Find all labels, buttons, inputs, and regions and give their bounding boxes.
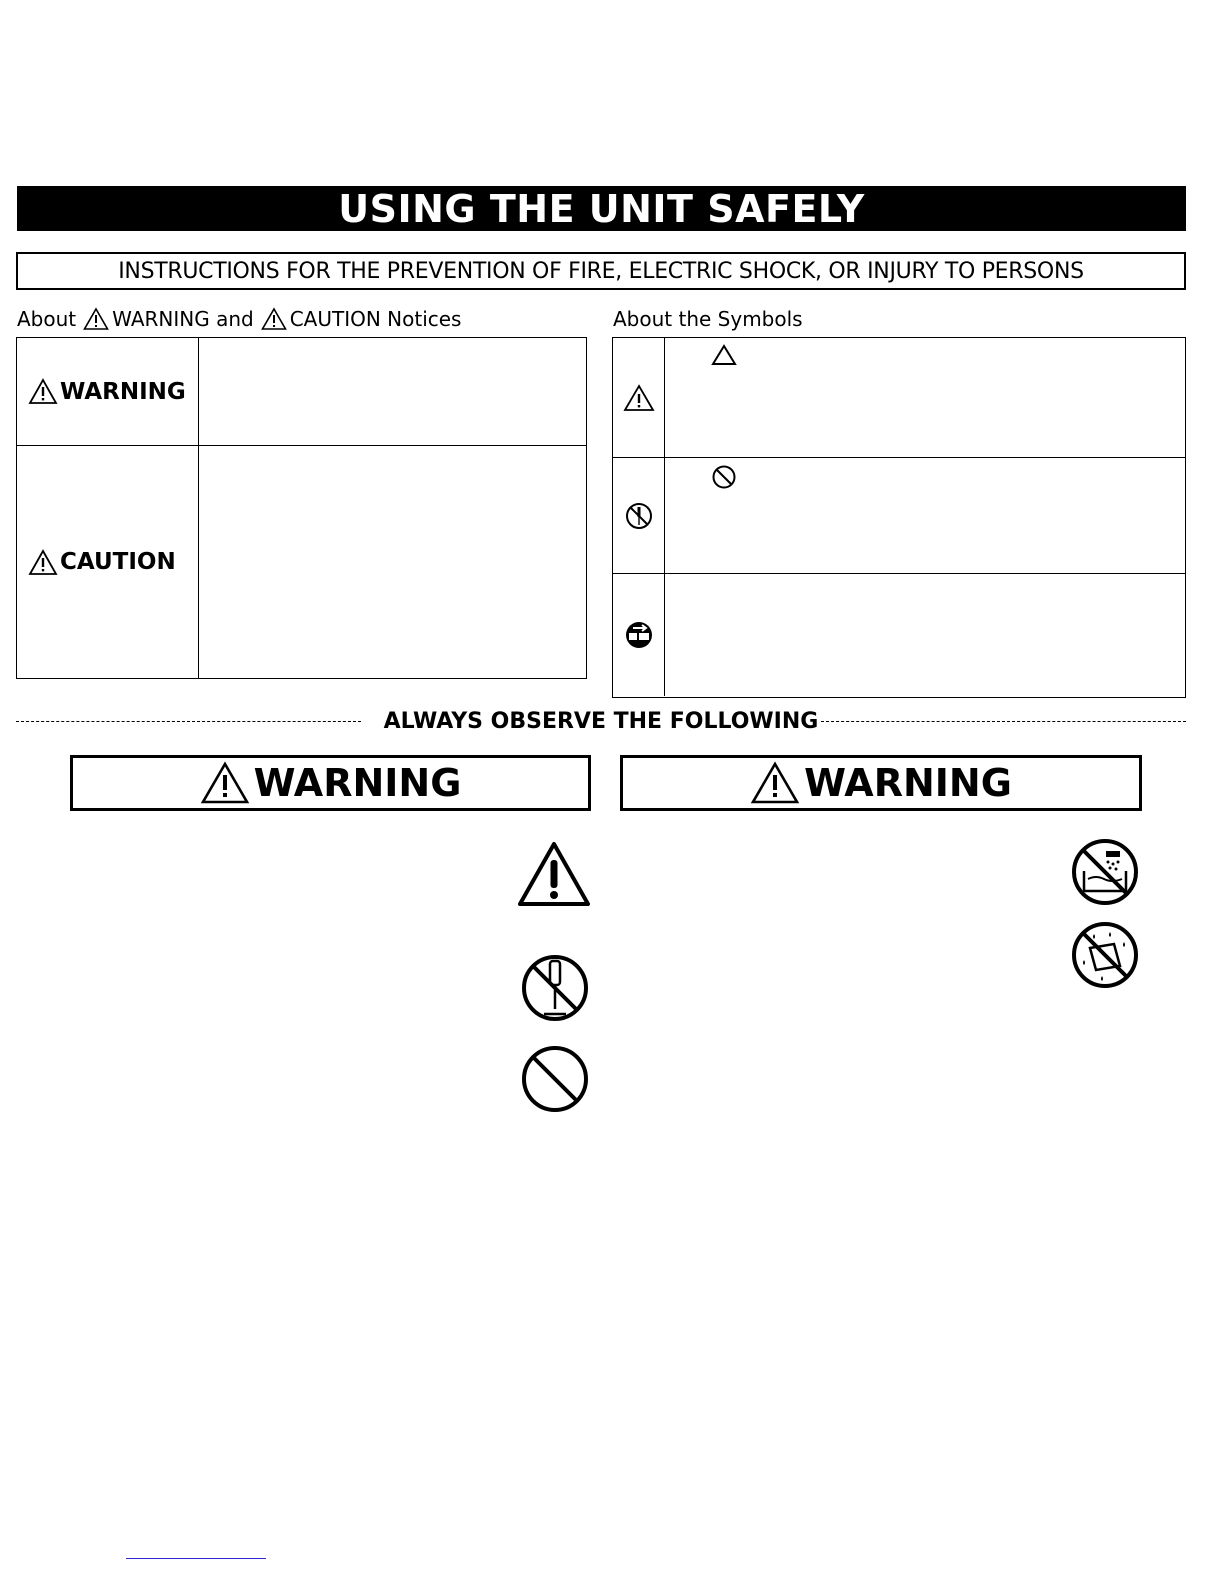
notices-label-prefix: About [17, 307, 77, 331]
notices-row-warning [17, 338, 586, 446]
prohibition-circle-icon [711, 464, 737, 490]
warning-triangle-icon [83, 307, 109, 331]
page-title-text: USING THE UNIT SAFELY [338, 186, 865, 231]
observe-heading: ALWAYS OBSERVE THE FOLLOWING [383, 708, 819, 734]
footer-link-underline [126, 1558, 266, 1559]
warning-triangle-icon [28, 549, 58, 576]
symbols-label-text: About the Symbols [613, 307, 803, 331]
symbols-icon-cell [613, 458, 665, 573]
symbols-row-prohibition [613, 458, 1185, 574]
warning-header-left [70, 755, 591, 811]
observe-divider [16, 706, 1186, 736]
notices-cell-caution [17, 446, 199, 678]
notices-caution-label: CAUTION [60, 549, 176, 575]
symbols-row-triangle [613, 338, 1185, 458]
notices-label-warning: WARNING and [112, 307, 254, 331]
warning-header-right-label: WARNING [804, 761, 1012, 805]
notices-row-caution [17, 446, 586, 678]
page-title [17, 186, 1186, 231]
dashed-divider-right [821, 721, 1186, 722]
notices-table [16, 337, 587, 679]
warning-triangle-icon [750, 761, 800, 805]
instructions-heading-box [16, 252, 1186, 290]
no-water-shower-icon [1070, 837, 1140, 907]
warning-triangle-icon [261, 307, 287, 331]
no-liquid-container-icon [1070, 920, 1140, 990]
notices-label-caution: CAUTION Notices [289, 307, 462, 331]
no-disassemble-icon [520, 953, 590, 1023]
instructions-heading: INSTRUCTIONS FOR THE PREVENTION OF FIRE, ELECTRIC SHOCK, OR INJURY TO PERSONS [118, 258, 1084, 284]
notices-warning-label: WARNING [60, 378, 186, 405]
dashed-divider-left [16, 721, 361, 722]
unplug-icon [624, 620, 654, 650]
no-disassemble-icon [624, 501, 654, 531]
symbols-icon-cell [613, 574, 665, 696]
symbols-table [612, 337, 1186, 698]
outline-triangle-icon [711, 344, 737, 366]
notices-cell-warning [17, 338, 199, 445]
exclamation-triangle-icon [516, 840, 592, 908]
symbols-row-unplug [613, 574, 1185, 696]
prohibition-icon [520, 1044, 590, 1114]
warning-header-left-label: WARNING [253, 761, 462, 805]
warning-header-right [620, 755, 1142, 811]
notices-section-label [17, 305, 461, 333]
symbols-section-label [613, 305, 803, 333]
warning-triangle-icon [200, 761, 250, 805]
symbols-icon-cell [613, 338, 665, 457]
warning-triangle-icon [623, 384, 655, 412]
warning-triangle-icon [28, 378, 58, 405]
